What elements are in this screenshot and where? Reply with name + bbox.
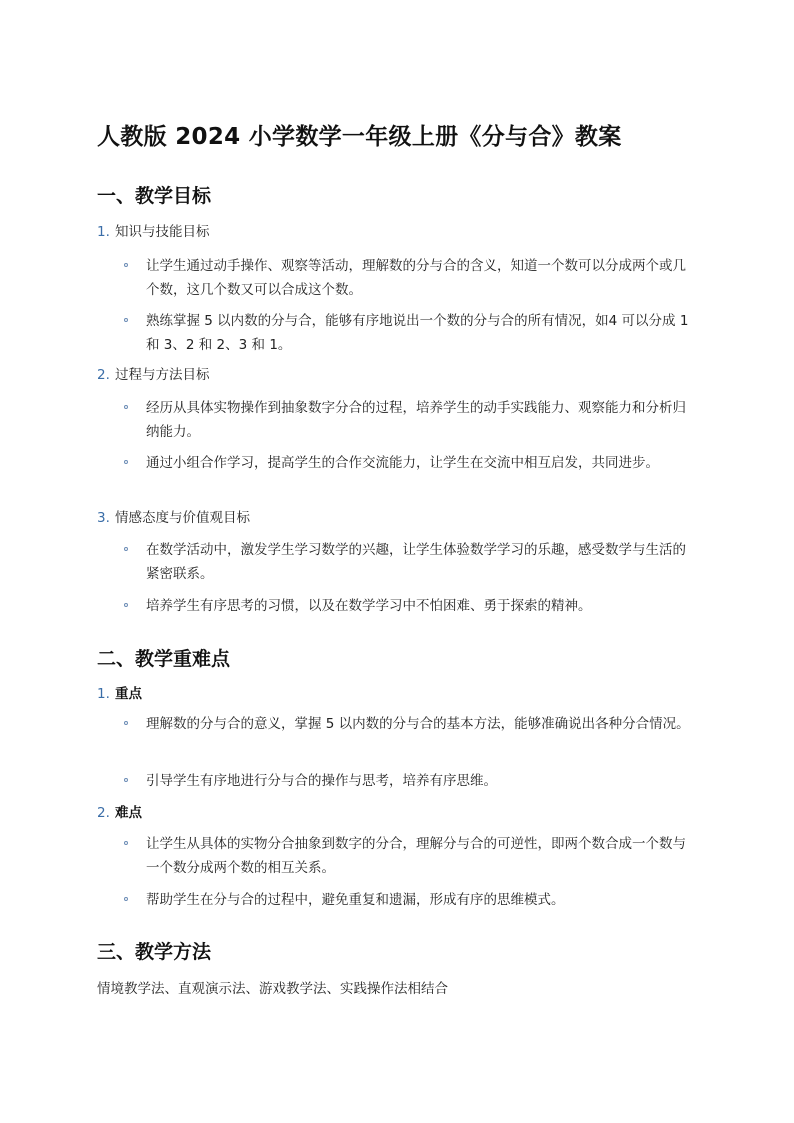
objective-item-2 xyxy=(97,366,210,384)
objective-item-1 xyxy=(97,223,210,241)
bullet-text: 让学生从具体的实物分合抽象到数字的分合，理解分与合的可逆性，即两个数合成一个数与一个数分成两个数的相互关系。 xyxy=(146,836,686,876)
bullet-text: 经历从具体实物操作到抽象数字分合的过程，培养学生的动手实践能力、观察能力和分析归纳能力。 xyxy=(146,400,686,440)
list-item xyxy=(146,712,692,736)
item-number: 1. xyxy=(97,686,110,702)
bullet-circle-icon xyxy=(124,405,128,409)
list-item xyxy=(146,594,692,618)
bullet-text: 理解数的分与合的意义，掌握 5 以内数的分与合的基本方法，能够准确说出各种分合情况。 xyxy=(146,716,690,732)
item-number: 2. xyxy=(97,805,110,821)
bullet-circle-icon xyxy=(124,778,128,782)
list-item xyxy=(146,769,692,793)
bullet-text: 让学生通过动手操作、观察等活动，理解数的分与合的含义，知道一个数可以分成两个或几个数，这几个数又可以合成这个数。 xyxy=(146,258,686,298)
item-number: 1. xyxy=(97,224,110,240)
bullet-circle-icon xyxy=(124,547,128,551)
bullet-circle-icon xyxy=(124,263,128,267)
item-label: 情感态度与价值观目标 xyxy=(115,510,250,526)
bullet-text: 培养学生有序思考的习惯，以及在数学学习中不怕困难、勇于探索的精神。 xyxy=(146,598,592,614)
difficulty-item xyxy=(97,804,142,822)
list-item xyxy=(146,832,692,880)
key-point-item xyxy=(97,685,142,703)
item-label: 重点 xyxy=(115,686,142,702)
bullet-circle-icon xyxy=(124,897,128,901)
objective-item-3 xyxy=(97,509,250,527)
bullet-circle-icon xyxy=(124,460,128,464)
section-heading-methods: 三、教学方法 xyxy=(97,941,212,963)
section-heading-key-points: 二、教学重难点 xyxy=(97,648,231,670)
item-label: 知识与技能目标 xyxy=(115,224,210,240)
item-label: 难点 xyxy=(115,805,142,821)
bullet-circle-icon xyxy=(124,841,128,845)
document-title: 人教版 2024 小学数学一年级上册《分与合》教案 xyxy=(97,124,622,150)
list-item xyxy=(146,451,692,475)
list-item xyxy=(146,538,692,586)
item-number: 3. xyxy=(97,510,110,526)
bullet-text: 帮助学生在分与合的过程中，避免重复和遗漏，形成有序的思维模式。 xyxy=(146,892,565,908)
item-label: 过程与方法目标 xyxy=(115,367,210,383)
section-heading-objectives: 一、教学目标 xyxy=(97,185,212,207)
bullet-text: 熟练掌握 5 以内数的分与合，能够有序地说出一个数的分与合的所有情况，如4 可以分成 1 和 3、2 和 2、3 和 1。 xyxy=(146,313,689,353)
bullet-text: 通过小组合作学习，提高学生的合作交流能力，让学生在交流中相互启发，共同进步。 xyxy=(146,455,659,471)
methods-text: 情境教学法、直观演示法、游戏教学法、实践操作法相结合 xyxy=(97,981,448,997)
list-item xyxy=(146,888,692,912)
item-number: 2. xyxy=(97,367,110,383)
bullet-text: 在数学活动中，激发学生学习数学的兴趣，让学生体验数学学习的乐趣，感受数学与生活的紧密联系。 xyxy=(146,542,686,582)
bullet-circle-icon xyxy=(124,721,128,725)
list-item xyxy=(146,254,692,302)
bullet-text: 引导学生有序地进行分与合的操作与思考，培养有序思维。 xyxy=(146,773,497,789)
bullet-circle-icon xyxy=(124,603,128,607)
list-item xyxy=(146,309,692,357)
bullet-circle-icon xyxy=(124,318,128,322)
list-item xyxy=(146,396,692,444)
